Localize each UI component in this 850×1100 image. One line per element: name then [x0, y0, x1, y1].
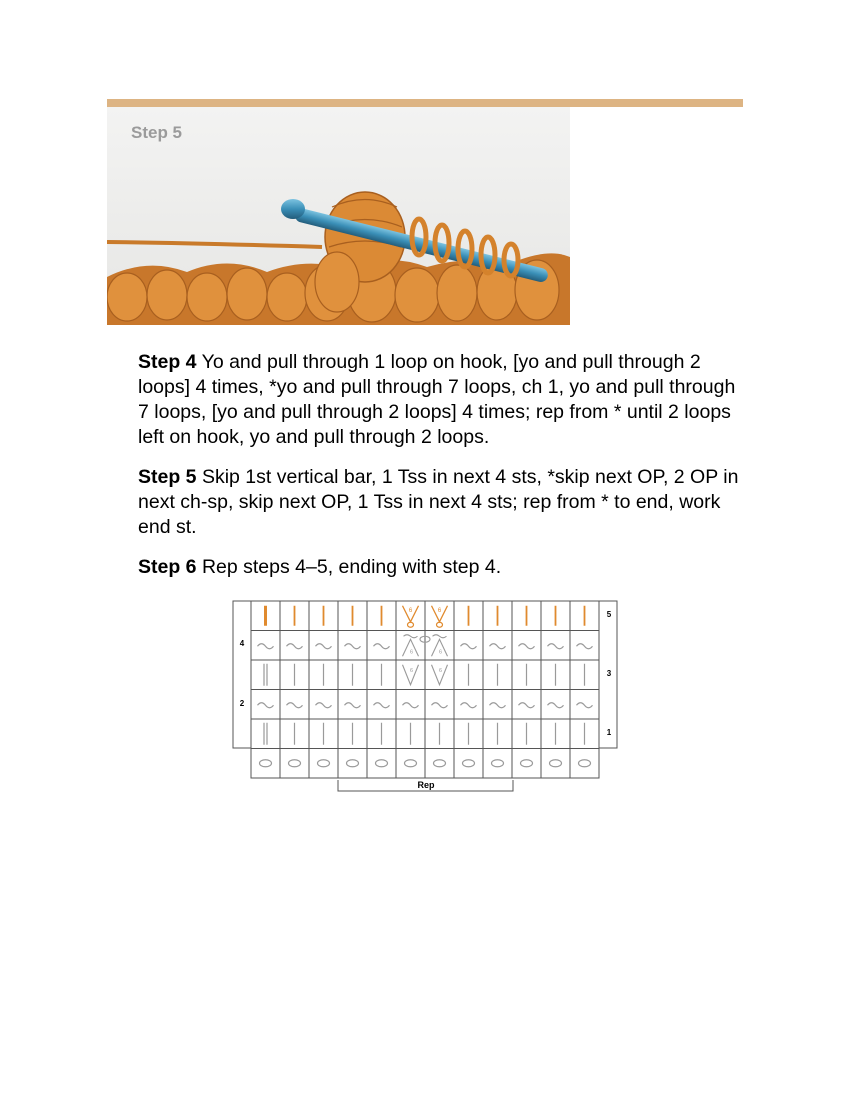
repeat-label: Rep	[417, 780, 435, 790]
chart-cell	[396, 631, 425, 661]
chart-cell	[367, 749, 396, 779]
puff-count-label: 6	[438, 667, 443, 674]
step-5-photo	[107, 107, 570, 325]
chart-cell	[251, 690, 280, 720]
chain-symbol	[463, 760, 475, 767]
chain-symbol	[521, 760, 533, 767]
puff-count-label: 6	[438, 649, 443, 656]
chart-cell	[367, 690, 396, 720]
step-label: Step 5	[138, 466, 197, 488]
chart-cell	[251, 749, 280, 779]
chart-cell	[512, 690, 541, 720]
chart-cell	[425, 631, 454, 661]
chart-cell	[570, 631, 599, 661]
return-pass-symbol	[403, 703, 419, 708]
chart-cell	[396, 601, 425, 631]
chart-cell	[396, 749, 425, 779]
return-pass-symbol	[548, 703, 564, 708]
puff-count-label: 6	[408, 607, 413, 614]
chart-border	[233, 601, 251, 748]
chart-cell	[280, 690, 309, 720]
chart-cell	[454, 749, 483, 779]
return-pass-symbol	[287, 644, 303, 649]
return-pass-symbol	[519, 644, 535, 649]
chart-cell	[483, 690, 512, 720]
chain-symbol	[260, 760, 272, 767]
chart-cell	[251, 660, 280, 690]
row-number: 4	[239, 639, 245, 648]
chart-cell	[280, 749, 309, 779]
chain-symbol	[550, 760, 562, 767]
chart-cell	[483, 631, 512, 661]
row-number: 1	[606, 728, 612, 737]
chart-cell	[541, 631, 570, 661]
return-pass-symbol	[374, 703, 390, 708]
chain-symbol	[579, 760, 591, 767]
instructions	[138, 350, 750, 580]
return-pass-symbol	[577, 644, 593, 649]
photo-caption: Step 5	[131, 123, 183, 142]
return-pass-symbol	[404, 635, 418, 638]
return-pass-symbol	[461, 703, 477, 708]
row-number: 2	[239, 699, 245, 708]
stitch-chart-grid	[232, 600, 622, 795]
accent-bar	[107, 99, 743, 107]
chart-cell	[338, 631, 367, 661]
chart-cell	[338, 690, 367, 720]
chart-cell	[338, 749, 367, 779]
chart-cell	[570, 690, 599, 720]
chart-cell	[541, 690, 570, 720]
chain-symbol	[492, 760, 504, 767]
return-pass-symbol	[433, 635, 447, 638]
puff-count-label: 6	[409, 667, 414, 674]
chart-cell	[280, 631, 309, 661]
chart-cell	[396, 690, 425, 720]
step-label: Step 6	[138, 556, 197, 578]
stitch-chart	[232, 600, 622, 795]
chart-cell	[483, 749, 512, 779]
chart-cell	[541, 749, 570, 779]
step-text: Skip 1st vertical bar, 1 Tss in next 4 sts, *skip next OP, 2 OP in next ch-sp, skip next OP, 1 Tss in next 4 sts; rep from * to end, work end st.	[138, 466, 739, 538]
chart-cell	[251, 631, 280, 661]
chart-cell	[454, 690, 483, 720]
chain-symbol	[289, 760, 301, 767]
step-4-paragraph	[138, 350, 750, 450]
chart-cell	[425, 749, 454, 779]
chain-symbol	[318, 760, 330, 767]
chart-cell	[454, 631, 483, 661]
step-label: Step 4	[138, 351, 197, 373]
chart-cell	[512, 631, 541, 661]
chart-cell	[512, 749, 541, 779]
row-number: 5	[606, 610, 612, 619]
chart-cell	[570, 749, 599, 779]
return-pass-symbol	[577, 703, 593, 708]
row-number: 3	[606, 669, 612, 678]
return-pass-symbol	[316, 644, 332, 649]
step-5-paragraph	[138, 465, 750, 540]
return-pass-symbol	[548, 644, 564, 649]
return-pass-symbol	[345, 703, 361, 708]
return-pass-symbol	[432, 703, 448, 708]
chart-cell	[425, 601, 454, 631]
step-text: Rep steps 4–5, ending with step 4.	[196, 556, 502, 578]
chart-cell	[367, 631, 396, 661]
chain-symbol	[405, 760, 417, 767]
return-pass-symbol	[490, 644, 506, 649]
chart-cell	[251, 719, 280, 749]
return-pass-symbol	[519, 703, 535, 708]
step-6-paragraph	[138, 555, 750, 580]
chart-cell	[309, 690, 338, 720]
puff-count-label: 6	[409, 649, 414, 656]
return-pass-symbol	[258, 644, 274, 649]
step-text: Yo and pull through 1 loop on hook, [yo and pull through 2 loops] 4 times, *yo and pull through 7 loops, ch 1, yo and pull through 7 loops, [yo and pull through 2 loops] 4 times; rep from * until 2 loops left on hook, yo and pull through 2 loops.	[138, 351, 736, 448]
return-pass-symbol	[461, 644, 477, 649]
chain-symbol	[376, 760, 388, 767]
return-pass-symbol	[258, 703, 274, 708]
return-pass-symbol	[374, 644, 390, 649]
return-pass-symbol	[345, 644, 361, 649]
chain-symbol	[347, 760, 359, 767]
puff-count-label: 6	[437, 607, 442, 614]
chain-symbol	[434, 760, 446, 767]
chart-cell	[425, 690, 454, 720]
return-pass-symbol	[316, 703, 332, 708]
return-pass-symbol	[490, 703, 506, 708]
chart-cell	[309, 631, 338, 661]
chart-cell	[309, 749, 338, 779]
return-pass-symbol	[287, 703, 303, 708]
